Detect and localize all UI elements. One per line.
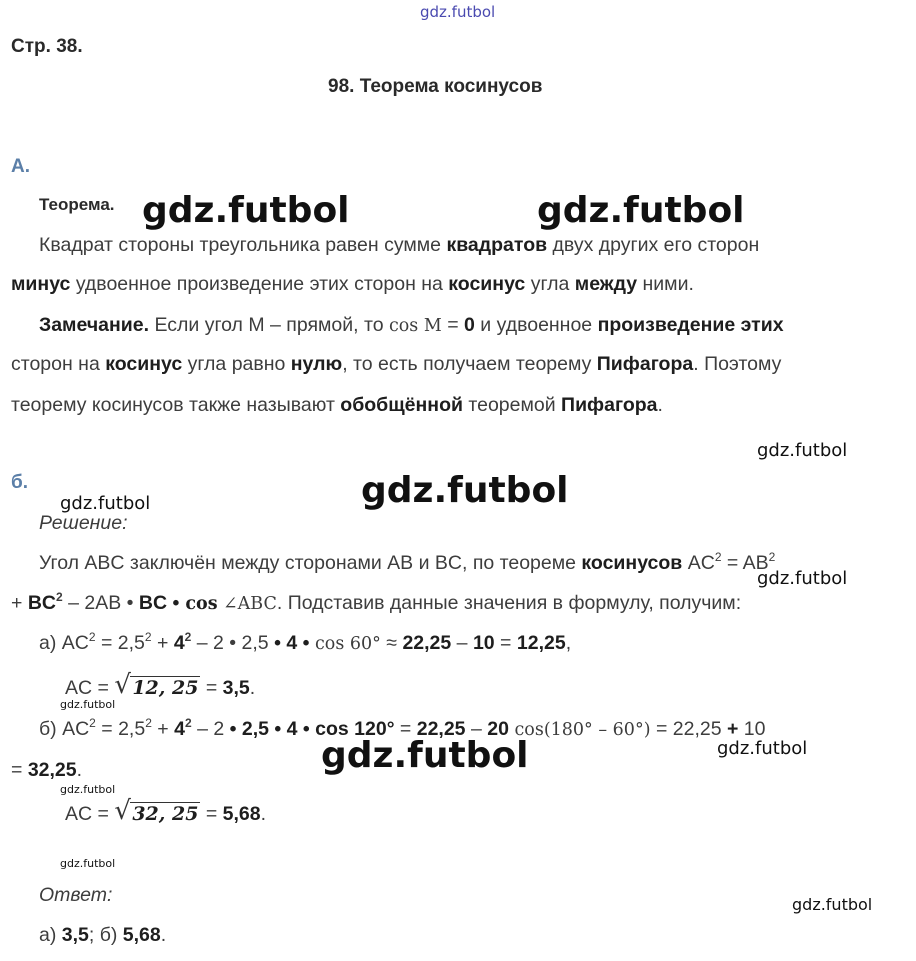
theorem-heading: Теорема. xyxy=(39,195,115,214)
watermark: gdz.futbol xyxy=(60,698,116,711)
section-b-label: б. xyxy=(11,472,29,493)
section-a-label: А. xyxy=(11,156,30,177)
theorem-line-1: Квадрат стороны треугольника равен сумме квадратов двух других его сторон xyxy=(39,234,760,256)
watermark: gdz.futbol xyxy=(142,190,350,231)
result-a-line: AC = √ 12, 25 = 3,5. xyxy=(65,670,256,700)
watermark: gdz.futbol xyxy=(792,895,873,914)
answer-label: Ответ: xyxy=(39,884,113,906)
remark-line-2: сторон на косинус угла равно нулю, то есть получаем теорему Пифагора. Поэтому xyxy=(11,353,782,375)
page-ref: Стр. 38. xyxy=(11,36,83,57)
watermark: gdz.futbol xyxy=(60,493,151,514)
sqrt-a: √ 12, 25 xyxy=(114,670,199,700)
solution-line-1: Угол ABC заключён между сторонами AB и BC, по теореме косинусов $AC^2 = AB^2$ xyxy=(39,550,776,574)
calc-b-line: б) $AC^2 = 2,5^2 + 4^2 - 2$ • 2,5 • 4 • cos 120° = 22,25 – 20 cos(180° – 60°) = 22,25 + 10 xyxy=(39,716,766,740)
solution-line-2: + $BC^2 - 2AB$ • BC • cos ∠ABC. Подставив данные значения в формулу, получим: xyxy=(11,590,742,614)
page-title: 98. Теорема косинусов xyxy=(328,76,543,97)
watermark-top: gdz.futbol xyxy=(420,3,496,21)
watermark: gdz.futbol xyxy=(757,440,848,461)
calc-a-line: а) $AC^2 = 2,5^2 + 4^2 - 2$ • 2,5 • 4 • cos 60° ≈ 22,25 – 10 = 12,25, xyxy=(39,630,572,654)
watermark: gdz.futbol xyxy=(757,568,848,589)
theorem-line-2: минус удвоенное произведение этих сторон на косинус угла между ними. xyxy=(11,273,694,295)
watermark: gdz.futbol xyxy=(717,738,808,759)
watermark: gdz.futbol xyxy=(60,783,116,796)
solution-label: Решение: xyxy=(39,512,128,534)
watermark: gdz.futbol xyxy=(361,470,569,511)
watermark: gdz.futbol xyxy=(60,857,116,870)
result-b-line: AC = √ 32, 25 = 5,68. xyxy=(65,796,267,826)
watermark: gdz.futbol xyxy=(537,190,745,231)
remark-line-3: теорему косинусов также называют обобщённой теоремой Пифагора. xyxy=(11,394,663,416)
sqrt-b: √ 32, 25 xyxy=(114,796,199,826)
calc-b-line-2: = 32,25. xyxy=(11,759,83,781)
remark-line-1: Замечание. Если угол М – прямой, то cos M = 0 и удвоенное произведение этих xyxy=(39,314,784,336)
watermark: gdz.futbol xyxy=(321,735,529,776)
answer-line: а) 3,5; б) 5,68. xyxy=(39,924,167,946)
